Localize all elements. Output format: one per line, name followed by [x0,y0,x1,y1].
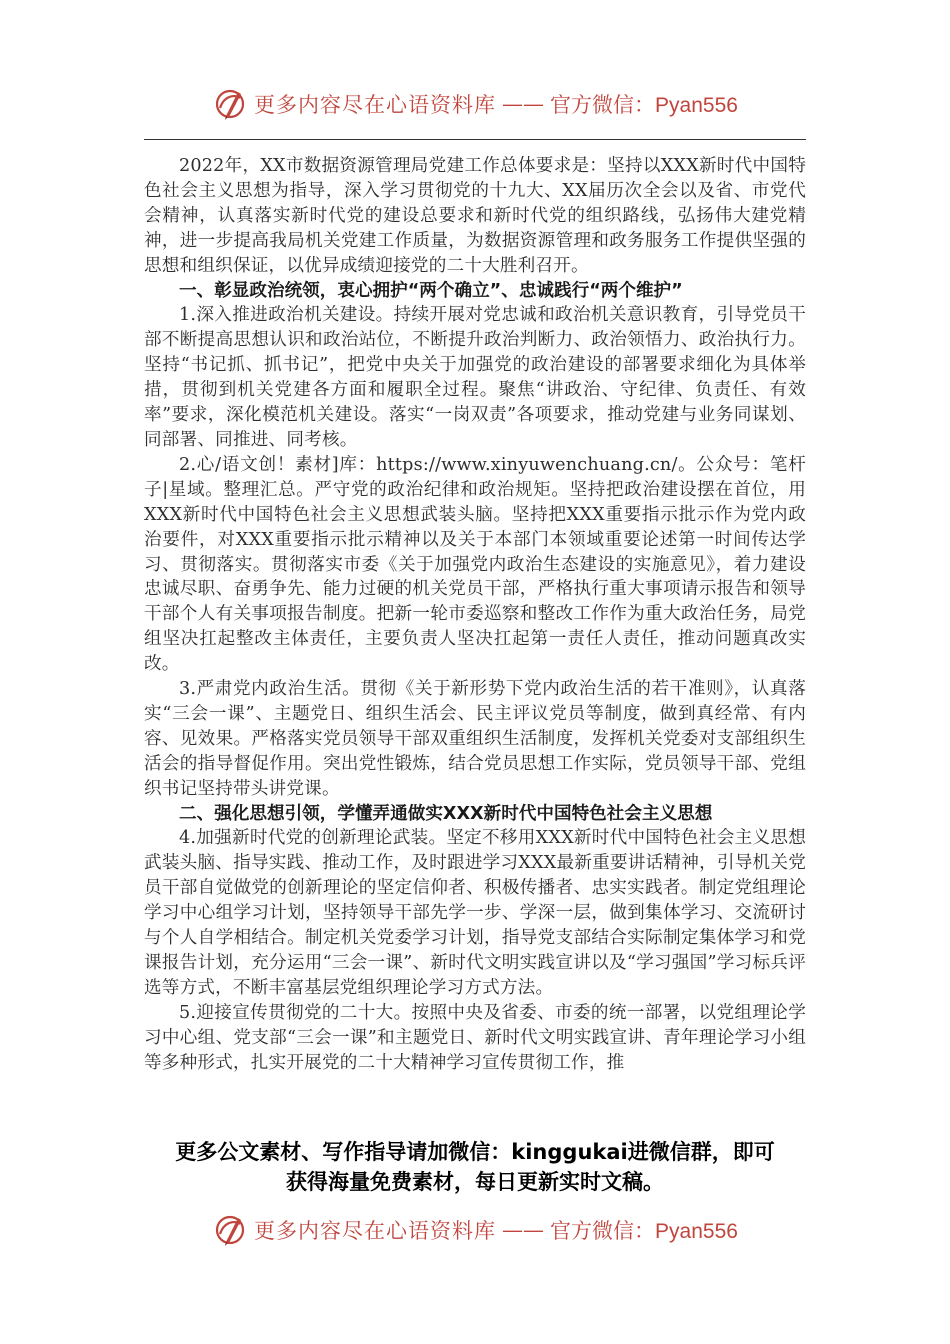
intro-paragraph: 2022年，XX市数据资源管理局党建工作总体要求是：坚持以XXX新时代中国特色社会主义思想为指导，深入学习贯彻党的十九大、XX届历次全会以及省、市党代会精神，认真落实新时代党的建设总要求和新时代党的组织路线，弘扬伟大建党精神，进一步提高我局机关党建工作质量，为数据资源管理和政务服务工作提供坚强的思想和组织保证，以优异成绩迎接党的二十大胜利召开。 [144,156,806,276]
footer-site-text: 更多内容尽在心语资料库 [254,1219,497,1243]
section-heading-1: 一、彰显政治统领，衷心拥护“两个确立”、忠诚践行“两个维护” [179,280,683,301]
banner-site-text: 更多内容尽在心语资料库 [254,93,497,117]
banner-separator: —— [502,92,545,116]
header-banner [0,82,950,126]
section-heading-2: 二、强化思想引领，学懂弄通做实XXX新时代中国特色社会主义思想 [179,803,713,824]
banner-account-text: 官方微信：Pyan556 [550,94,738,117]
item-paragraph-1: 1.深入推进政治机关建设。持续开展对党忠诚和政治机关意识教育，引导党员干部不断提高思想认识和政治站位，不断提升政治判断力、政治领悟力、政治执行力。坚持“书记抓、抓书记”，把党中央关于加强党的政治建设的部署要求细化为具体举措，贯彻到机关党建各方面和履职全过程。聚焦“讲政治、守纪律、负责任、有效率”要求，深化模范机关建设。落实“一岗双责”各项要求，推动党建与业务同谋划、同部署、同推进、同考核。 [144,305,806,450]
item-paragraph-3: 3.严肃党内政治生活。贯彻《关于新形势下党内政治生活的若干准则》，认真落实“三会一课”、主题党日、组织生活会、民主评议党员等制度，做到真经常、有内容、见效果。严格落实党员领导干部双重组织生活制度，发挥机关党委对支部组织生活会的指导督促作用。突出党性锻炼，结合党员思想工作实际，党员领导干部、党组织书记坚持带头讲党课。 [144,679,806,799]
promo-notice [100,1137,850,1197]
footer-separator: —— [502,1218,545,1242]
item-paragraph-2: 2.心/语文创！素材]库：https://www.xinyuwenchuang.cn/。公众号：笔杆子|星域。整理汇总。严守党的政治纪律和政治规矩。坚持把政治建设摆在首位，用XXX新时代中国特色社会主义思想武装头脑。坚持把XXX重要指示批示作为党内政治要件，对XXX重要指示批示精神以及关于本部门本领域重要论述第一时间传达学习、贯彻落实。贯彻落实市委《关于加强党内政治生态建设的实施意见》，着力建设忠诚尽职、奋勇争先、能力过硬的机关党员干部，严格执行重大事项请示报告和领导干部个人有关事项报告制度。把新一轮市委巡察和整改工作作为重大政治任务，局党组坚决扛起整改主体责任，主要负责人坚决扛起第一责任人责任，推动问题真改实改。 [144,454,806,675]
document-body [144,154,806,1076]
pen-swirl-logo-icon [212,1212,248,1248]
promo-line-2: 获得海量免费素材，每日更新实时文稿。 [286,1170,664,1194]
promo-line-1: 更多公文素材、写作指导请加微信：kinggukai进微信群，即可 [175,1140,775,1164]
header-divider [144,139,806,140]
pen-swirl-logo-icon [212,86,248,122]
item-paragraph-4: 4.加强新时代党的创新理论武装。坚定不移用XXX新时代中国特色社会主义思想武装头脑、指导实践、推动工作，及时跟进学习XXX最新重要讲话精神，引导机关党员干部自觉做党的创新理论的坚定信仰者、积极传播者、忠实实践者。制定党组理论学习中心组学习计划，坚持领导干部先学一步、学深一层，做到集体学习、交流研讨与个人自学相结合。制定机关党委学习计划，指导党支部结合实际制定集体学习和党课报告计划，充分运用“三会一课”、新时代文明实践宣讲以及“学习强国”学习标兵评选等方式，不断丰富基层党组织理论学习方式方法。 [144,828,806,998]
item-paragraph-5: 5.迎接宣传贯彻党的二十大。按照中央及省委、市委的统一部署，以党组理论学习中心组、党支部“三会一课”和主题党日、新时代文明实践宣讲、青年理论学习小组等多种形式，扎实开展党的二十大精神学习宣传贯彻工作，推 [144,1002,806,1073]
footer-banner [0,1208,950,1252]
footer-account-text: 官方微信：Pyan556 [550,1220,738,1243]
